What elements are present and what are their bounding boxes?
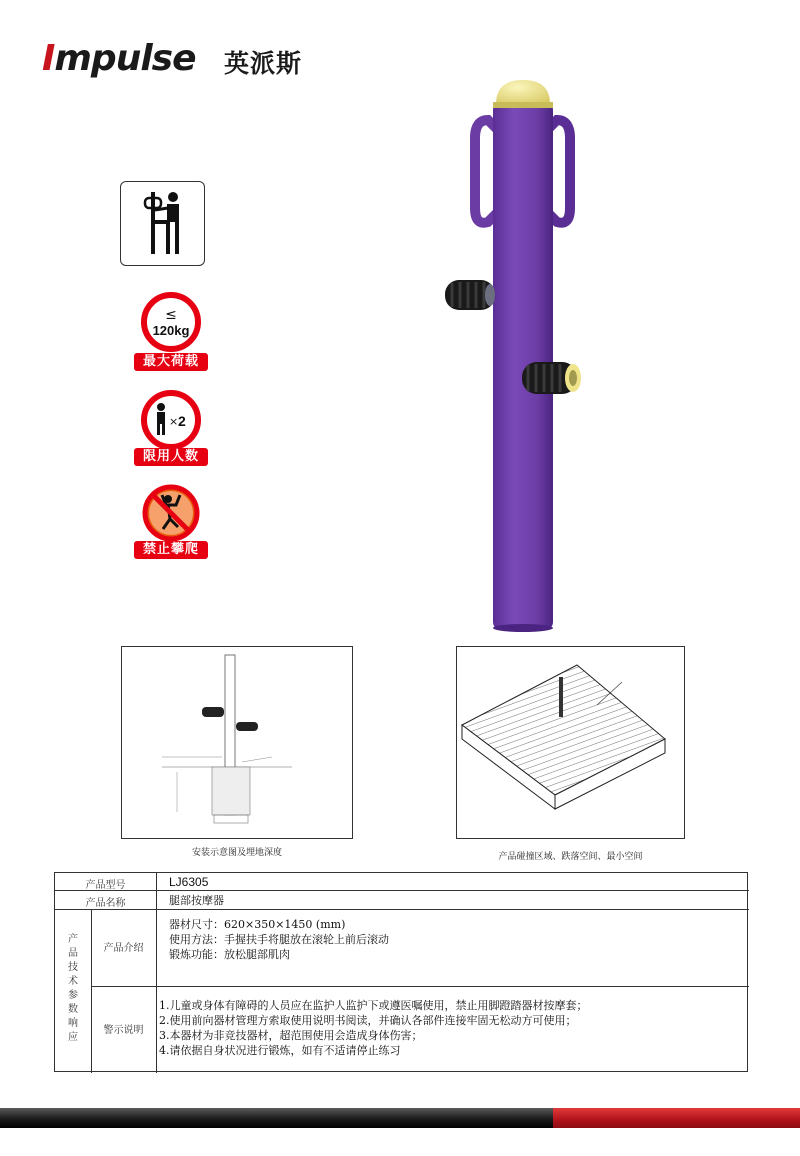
- warning-line: 1.儿童或身体有障碍的人员应在监护人监护下或遵医嘱使用，禁止用脚蹬踏器材按摩套；: [159, 999, 588, 1012]
- max-load-sign: [132, 291, 210, 376]
- no-climbing-label: 禁止攀爬: [134, 541, 208, 559]
- persons-limit-circle-icon: [132, 390, 210, 450]
- safety-zone-diagram: [456, 646, 685, 839]
- persons-limit-sign: [132, 390, 210, 470]
- leg-massager-product-image: [430, 80, 600, 640]
- product-intro-label: 产品介绍: [103, 943, 144, 954]
- warning-text: [159, 998, 588, 1058]
- warning-label: 警示说明: [103, 1025, 144, 1036]
- intro-line: 锻炼功能：放松腿部肌肉: [169, 948, 290, 961]
- installation-caption: 安装示意图及埋地深度: [191, 848, 282, 858]
- intro-line: 使用方法：手握扶手将腿放在滚轮上前后滚动: [169, 933, 389, 946]
- brand-logo: [42, 38, 332, 82]
- model-label: 产品型号: [85, 880, 126, 891]
- no-climbing-icon: [132, 483, 210, 543]
- product-name-value: 腿部按摩器: [169, 894, 224, 907]
- max-load-symbol: ≤: [165, 307, 177, 323]
- side-label-char: 品: [68, 948, 78, 959]
- person-using-equipment-icon: [121, 182, 206, 267]
- product-name-label: 产品名称: [85, 898, 126, 909]
- side-label-char: 技: [68, 962, 78, 973]
- persons-limit-label: 限用人数: [134, 448, 208, 466]
- side-label-char: 应: [68, 1032, 78, 1043]
- persons-limit-value: 2: [178, 413, 186, 429]
- persons-limit-symbol: ×: [169, 415, 179, 428]
- specification-table: [54, 872, 748, 1072]
- max-load-value: 120kg: [152, 323, 190, 338]
- brand-logo-latin: [42, 38, 196, 79]
- warning-line: 2.使用前向器材管理方索取使用说明书阅读，并确认各部件连接牢固无松动方可使用；: [159, 1014, 577, 1027]
- no-climbing-sign: [132, 483, 210, 563]
- side-label-char: 响: [68, 1018, 78, 1029]
- installation-drawing-icon: [122, 647, 352, 838]
- brand-logo-chinese: 英派斯: [224, 49, 303, 78]
- installation-diagram: [121, 646, 353, 839]
- side-label-char: 参: [68, 990, 78, 1001]
- safety-zone-drawing-icon: [457, 647, 684, 838]
- intro-line: 器材尺寸：620×350×1450 (mm): [169, 918, 346, 931]
- side-label-char: 数: [68, 1004, 78, 1015]
- footer-bar-red: [553, 1108, 800, 1128]
- product-intro-text: [169, 917, 389, 962]
- technical-parameters-label: [55, 933, 91, 1045]
- footer-bar-dark: [0, 1108, 553, 1128]
- side-label-char: 产: [68, 934, 78, 945]
- brand-initial: I: [42, 38, 55, 79]
- max-load-label: 最大荷载: [134, 353, 208, 371]
- warning-line: 4.请依据自身状况进行锻炼，如有不适请停止练习: [159, 1044, 401, 1057]
- brand-rest: mpulse: [54, 38, 196, 79]
- max-load-circle-icon: [132, 291, 210, 353]
- model-value: LJ6305: [169, 875, 209, 889]
- safety-zone-caption: 产品碰撞区域、跌落空间、最小空间: [498, 852, 643, 862]
- warning-line: 3.本器材为非竞技器材，超范围使用会造成身体伤害；: [159, 1029, 423, 1042]
- usage-pictogram: [120, 181, 205, 266]
- side-label-char: 术: [68, 976, 78, 987]
